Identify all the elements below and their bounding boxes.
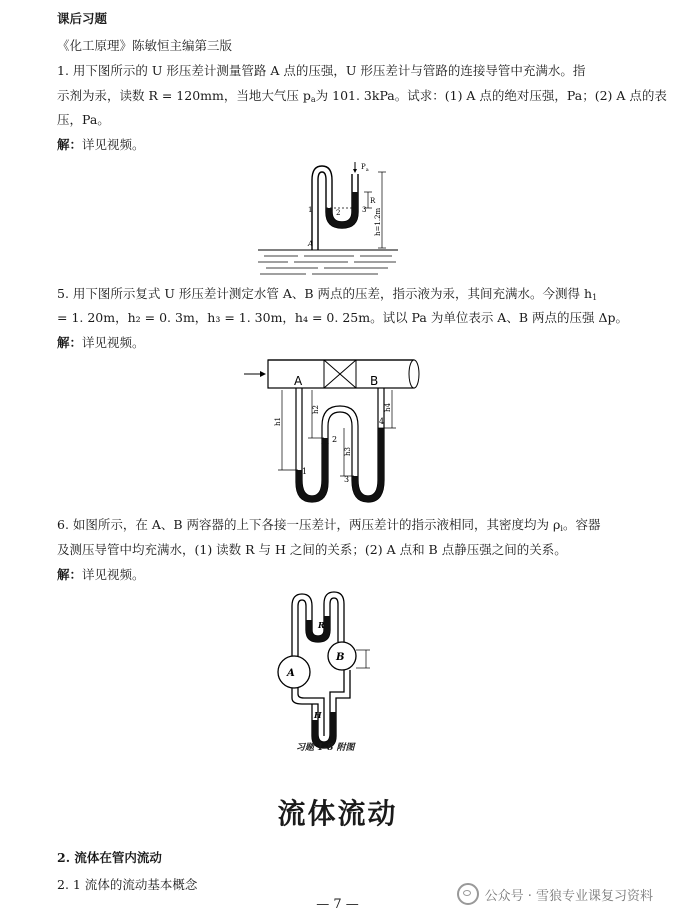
- svg-text:A: A: [287, 668, 295, 679]
- q5-line1: 5. 用下图所示复式 U 形压差计测定水管 A、B 两点的压差，指示液为汞，其间充满水。今测得 $h_1$: [57, 286, 598, 302]
- svg-text:h3: h3: [344, 447, 352, 456]
- book-title: 《化工原理》陈敏恒主编第三版: [57, 38, 233, 53]
- svg-text:2: 2: [332, 435, 338, 444]
- section-heading: 课后习题: [57, 11, 108, 26]
- q5-line2: = 1. 20m，h₂ = 0. 3m，h₃ = 1. 30m，h₄ = 0. 25m。试以 Pa 为单位表示 A、B 两点的压强 Δp。: [57, 310, 628, 325]
- svg-text:H: H: [314, 710, 322, 720]
- svg-text:4: 4: [379, 417, 385, 426]
- q5-answer: 解：详见视频。: [57, 335, 145, 350]
- svg-text:R: R: [370, 197, 376, 205]
- svg-text:h1: h1: [274, 417, 282, 426]
- q6-line1: 6. 如图所示，在 A、B 两容器的上下各接一压差计，两压差计的指示液相同，其密度均为 $\rho_i$。容器: [57, 517, 601, 533]
- q1-line1: 1. 用下图所示的 U 形压差计测量管路 A 点的压强，U 形压差计与管路的连接导管中充满水。指: [57, 63, 586, 78]
- svg-text:1: 1: [302, 467, 308, 476]
- q1-line3: 压，Pa。: [57, 112, 110, 127]
- svg-text:R: R: [318, 620, 325, 630]
- u-tube-manometer-figure: [258, 160, 398, 278]
- figure-caption: 习题 1-8 附图: [296, 743, 355, 753]
- q1-line2: 示剂为汞，读数 R = 120mm，当地大气压 $p_a$为 101. 3kPa。试求：(1) A 点的绝对压强，Pa；(2) A 点的表: [57, 88, 667, 104]
- compound-u-tube-figure: [234, 352, 420, 508]
- svg-text:h4: h4: [384, 403, 392, 412]
- watermark-text: 公众号 · 雪狼专业课复习资料: [484, 888, 653, 904]
- page-number: — 7 —: [316, 897, 359, 912]
- wechat-icon: [457, 883, 479, 905]
- svg-text:h=1.2m: h=1.2m: [374, 207, 382, 236]
- svg-text:3: 3: [362, 206, 367, 214]
- q6-line2: 及测压导管中均充满水，(1) 读数 R 与 H 之间的关系；(2) A 点和 B 点静压强之间的关系。: [57, 542, 567, 557]
- svg-text:1: 1: [308, 206, 313, 214]
- watermark: [457, 883, 653, 905]
- q1-answer: 解：详见视频。: [57, 137, 145, 152]
- svg-text:A: A: [308, 240, 314, 248]
- svg-text:A: A: [294, 374, 303, 388]
- svg-text:h2: h2: [312, 405, 320, 414]
- svg-text:B: B: [370, 374, 379, 388]
- section-2-heading: 2. 流体在管内流动: [57, 850, 162, 865]
- svg-text:3: 3: [344, 475, 350, 484]
- section-2-1-heading: 2. 1 流体的流动基本概念: [57, 877, 198, 892]
- svg-text:Pa: $P_a$: [361, 163, 369, 173]
- chapter-title: 流体流动: [277, 797, 398, 830]
- q6-answer: 解：详见视频。: [57, 567, 145, 582]
- svg-text:2: 2: [336, 209, 341, 217]
- two-vessel-manometer-figure: [270, 586, 380, 756]
- svg-text:B: B: [336, 652, 345, 663]
